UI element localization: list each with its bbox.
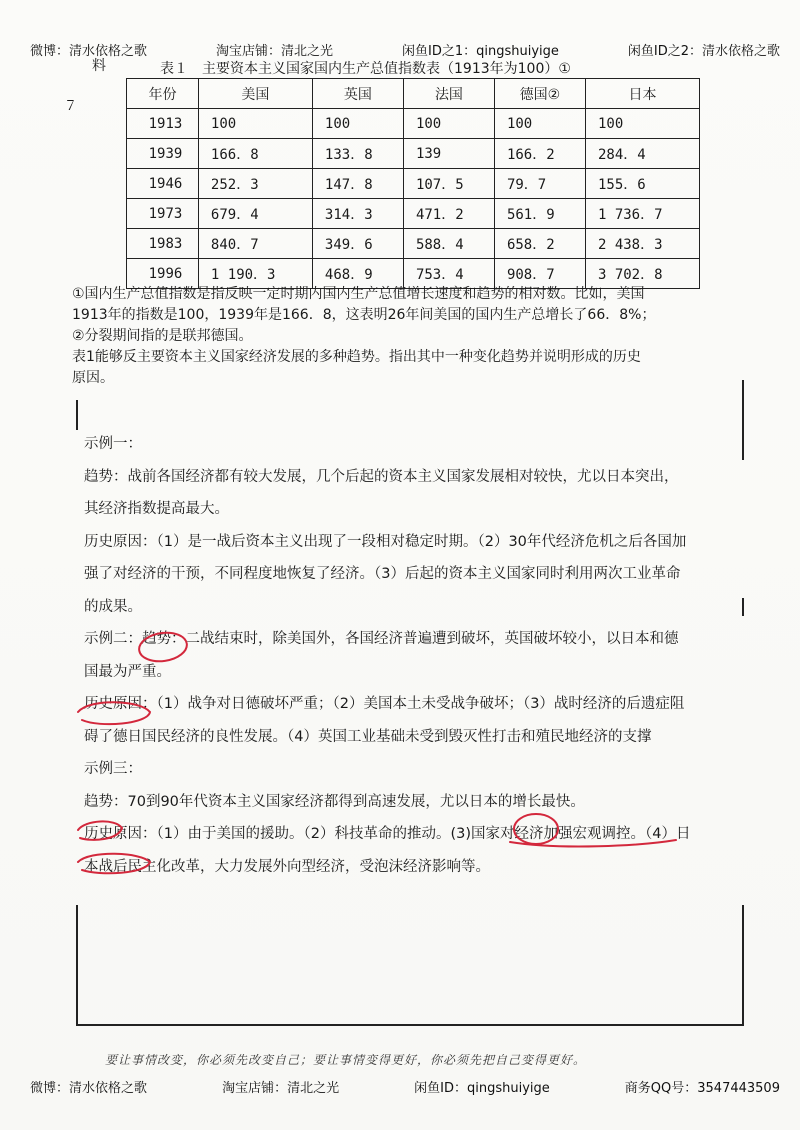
- cell-year: 1973: [127, 199, 199, 229]
- cell-france: 100: [403, 109, 494, 139]
- cell-uk: 147．8: [312, 169, 403, 199]
- cell-year: 1946: [127, 169, 199, 199]
- cell-usa: 1 190．3: [198, 259, 312, 289]
- cell-year: 1996: [127, 259, 199, 289]
- cell-year: 1913: [127, 109, 199, 139]
- footer-watermark: [30, 1077, 780, 1096]
- cell-germany: 79．7: [494, 169, 585, 199]
- table-row: [127, 139, 700, 169]
- cell-japan: 284．4: [585, 139, 699, 169]
- cell-uk: 133．8: [312, 139, 403, 169]
- margin-mark-2: ７: [64, 99, 78, 114]
- cell-germany: 100: [494, 109, 585, 139]
- cell-uk: 314．3: [312, 199, 403, 229]
- answer-line: 强了对经济的干预，不同程度地恢复了经济。（3）后起的资本主义国家同时利用两次工业革命: [84, 566, 681, 582]
- answer-block: [84, 428, 750, 883]
- header-year: 年份: [127, 79, 199, 109]
- footer-xianyu: 闲鱼ID：qingshuiyige: [414, 1081, 550, 1096]
- answer-box-left-lower: [76, 905, 78, 1025]
- cell-usa: 166．8: [198, 139, 312, 169]
- note-line: ②分裂期间指的是联邦德国。: [72, 328, 253, 344]
- cell-france: 139: [403, 139, 494, 169]
- example-3-label: 示例三：: [84, 761, 142, 777]
- cell-year: 1939: [127, 139, 199, 169]
- answer-box-left-border: [76, 400, 78, 430]
- cell-uk: 468．9: [312, 259, 403, 289]
- cell-germany: 658．2: [494, 229, 585, 259]
- table-row: [127, 199, 700, 229]
- cell-germany: 166．2: [494, 139, 585, 169]
- table-header-row: [127, 79, 700, 109]
- example-1-label: 示例一：: [84, 436, 142, 452]
- cell-japan: 100: [585, 109, 699, 139]
- answer-line: 的成果。: [84, 598, 142, 615]
- cell-japan: 2 438．3: [585, 229, 699, 259]
- cell-usa: 252．3: [198, 169, 312, 199]
- answer-line: 趋势：战前各国经济都有较大发展，几个后起的资本主义国家发展相对较快，尤以日本突出，: [84, 468, 679, 485]
- header-watermark: [30, 40, 780, 59]
- table-row: [127, 169, 700, 199]
- table-row: [127, 109, 700, 139]
- answer-line: 其经济指数提高最大。: [84, 501, 229, 517]
- cell-japan: 3 702．8: [585, 259, 699, 289]
- footer-weibo: 微博：清水依格之歌: [30, 1081, 148, 1096]
- answer-line: 历史原因：（1）由于美国的援助。（2）科技革命的推动。(3)国家对经济加强宏观调控。（4）日: [84, 826, 691, 842]
- answer-line: 趋势：70到90年代资本主义国家经济都得到高速发展，尤以日本的增长最快。: [84, 793, 585, 810]
- header-uk: 英国: [312, 79, 403, 109]
- cell-year: 1983: [127, 229, 199, 259]
- note-line: ①国内生产总值指数是指反映一定时期内国内生产总值增长速度和趋势的相对数。比如，美国: [72, 286, 645, 302]
- header-germany: 德国②: [494, 79, 585, 109]
- header-japan: 日本: [585, 79, 699, 109]
- answer-box-right-lower: [742, 905, 744, 1025]
- answer-line: 碍了德日国民经济的良性发展。（4）英国工业基础未受到毁灭性打击和殖民地经济的支撑: [84, 728, 652, 745]
- cell-france: 107．5: [403, 169, 494, 199]
- answer-line: 本战后民主化改革，大力发展外向型经济，受泡沫经济影响等。: [84, 858, 490, 875]
- answer-line: 国最为严重。: [84, 663, 171, 680]
- margin-mark: 料: [92, 58, 106, 74]
- cell-germany: 561．9: [494, 199, 585, 229]
- header-xianyu-2: 闲鱼ID之2：清水依格之歌: [627, 44, 780, 59]
- table-row: [127, 229, 700, 259]
- cell-france: 753．4: [403, 259, 494, 289]
- cell-japan: 155．6: [585, 169, 699, 199]
- gdp-index-table: [126, 78, 700, 289]
- question-line: 原因。: [72, 370, 114, 386]
- cell-usa: 679．4: [198, 199, 312, 229]
- header-taobao: 淘宝店铺：清北之光: [216, 44, 334, 59]
- table-title: 表１ 主要资本主义国家国内生产总值指数表（1913年为100）①: [160, 61, 571, 77]
- motto-line: 要让事情改变，你必须先改变自己；要让事情变得更好，你必须先把自己变得更好。: [105, 1053, 587, 1067]
- footer-qq: 商务QQ号：3547443509: [624, 1081, 780, 1096]
- cell-usa: 840．7: [198, 229, 312, 259]
- header-xianyu-1: 闲鱼ID之1：qingshuiyige: [402, 44, 559, 59]
- answer-line: 历史原因：（1）战争对日德破坏严重；（2）美国本土未受战争破坏；（3）战时经济的后遗症阻: [84, 696, 685, 712]
- cell-uk: 100: [312, 109, 403, 139]
- table-notes: [72, 284, 750, 389]
- answer-line: 历史原因：（1）是一战后资本主义出现了一段相对稳定时期。（2）30年代经济危机之后各国加: [84, 533, 687, 550]
- cell-france: 588．4: [403, 229, 494, 259]
- header-france: 法国: [403, 79, 494, 109]
- footer-taobao: 淘宝店铺：清北之光: [222, 1081, 340, 1096]
- note-line: 1913年的指数是100，1939年是166．8，这表明26年间美国的国内生产总增长了66．8%；: [72, 307, 656, 323]
- cell-usa: 100: [198, 109, 312, 139]
- cell-japan: 1 736．7: [585, 199, 699, 229]
- answer-line: 示例二：趋势：二战结束时，除美国外，各国经济普遍遭到破坏，英国破坏较小，以日本和德: [84, 631, 679, 647]
- header-weibo: 微博：清水依格之歌: [30, 44, 148, 59]
- header-usa: 美国: [198, 79, 312, 109]
- cell-france: 471．2: [403, 199, 494, 229]
- cell-uk: 349．6: [312, 229, 403, 259]
- answer-box-bottom-border: [76, 1024, 744, 1026]
- cell-germany: 908．7: [494, 259, 585, 289]
- question-line: 表1能够反主要资本主义国家经济发展的多种趋势。指出其中一种变化趋势并说明形成的历史: [72, 349, 641, 365]
